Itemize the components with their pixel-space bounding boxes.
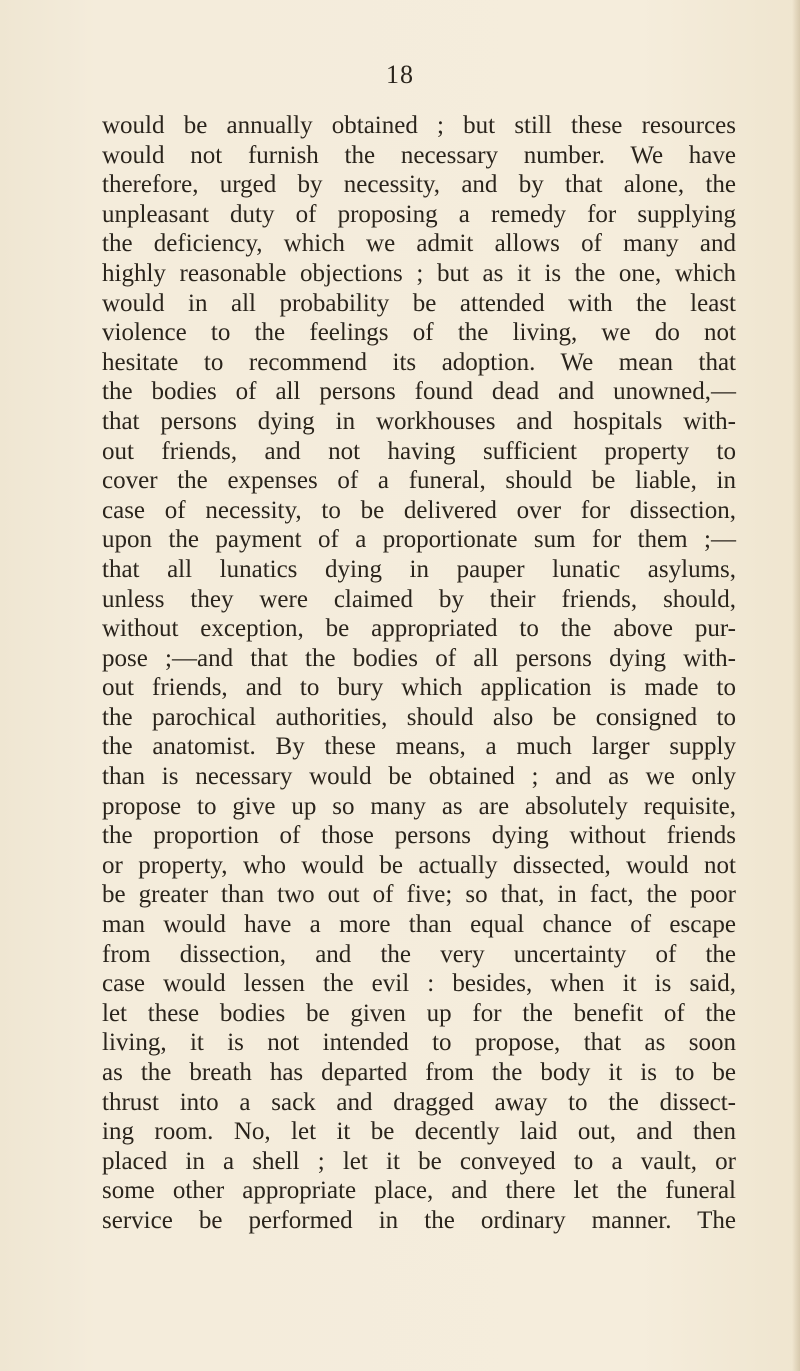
- text-line: from dissection, and the very uncertainty of the: [102, 940, 736, 968]
- text-line: unpleasant duty of proposing a remedy for supplying: [102, 200, 736, 228]
- text-line: or property, who would be actually dissected, would not: [102, 851, 736, 879]
- text-line: man would have a more than equal chance of escape: [102, 911, 736, 939]
- text-line: would not furnish the necessary number. We have: [102, 141, 736, 169]
- text-line: placed in a shell ; let it be conveyed to a vault, or: [102, 1147, 736, 1175]
- text-line: therefore, urged by necessity, and by that alone, the: [102, 171, 736, 199]
- text-line: than is necessary would be obtained ; and as we only: [102, 763, 736, 791]
- page-edge-shadow: [792, 0, 800, 1371]
- text-line: the deficiency, which we admit allows of many and: [102, 230, 736, 258]
- text-line: the anatomist. By these means, a much larger supply: [102, 733, 736, 761]
- page-number: 18: [386, 60, 414, 89]
- text-line: service be performed in the ordinary manner. The: [102, 1206, 736, 1234]
- text-line: the proportion of those persons dying without friends: [102, 822, 736, 850]
- text-line: pose ;—and that the bodies of all persons dying with-: [102, 644, 736, 672]
- text-line: that persons dying in workhouses and hospitals with-: [102, 407, 736, 435]
- text-line: violence to the feelings of the living, we do not: [102, 319, 736, 347]
- text-line: would in all probability be attended with the least: [102, 289, 736, 317]
- text-line: as the breath has departed from the body it is to be: [102, 1059, 736, 1086]
- text-line: would be annually obtained ; but still these resources: [102, 112, 736, 139]
- text-line: unless they were claimed by their friends, should,: [102, 585, 736, 613]
- text-line: thrust into a sack and dragged away to the dissect-: [102, 1088, 736, 1116]
- text-line: case of necessity, to be delivered over for dissection,: [102, 496, 736, 524]
- text-line: propose to give up so many as are absolutely requisite,: [102, 792, 736, 820]
- body-text: [102, 111, 736, 1236]
- text-line: some other appropriate place, and there let the funeral: [102, 1177, 736, 1205]
- text-line: upon the payment of a proportionate sum for them ;—: [102, 526, 736, 554]
- text-line: the parochical authorities, should also be consigned to: [102, 703, 736, 731]
- text-line: out friends, and not having sufficient property to: [102, 437, 736, 465]
- text-line: be greater than two out of five; so that, in fact, the poor: [102, 881, 736, 909]
- text-line: let these bodies be given up for the benefit of the: [102, 999, 736, 1027]
- text-line: highly reasonable objections ; but as it is the one, which: [102, 259, 736, 287]
- text-line: cover the expenses of a funeral, should be liable, in: [102, 467, 736, 495]
- text-line: that all lunatics dying in pauper lunatic asylums,: [102, 555, 736, 583]
- text-line: hesitate to recommend its adoption. We mean that: [102, 348, 736, 376]
- text-line: ing room. No, let it be decently laid out, and then: [102, 1118, 736, 1146]
- text-line: without exception, be appropriated to the above pur-: [102, 615, 736, 643]
- text-line: the bodies of all persons found dead and unowned,—: [102, 378, 736, 406]
- text-line: case would lessen the evil : besides, when it is said,: [102, 970, 736, 998]
- text-line: living, it is not intended to propose, that as soon: [102, 1029, 736, 1057]
- text-line: out friends, and to bury which application is made to: [102, 674, 736, 702]
